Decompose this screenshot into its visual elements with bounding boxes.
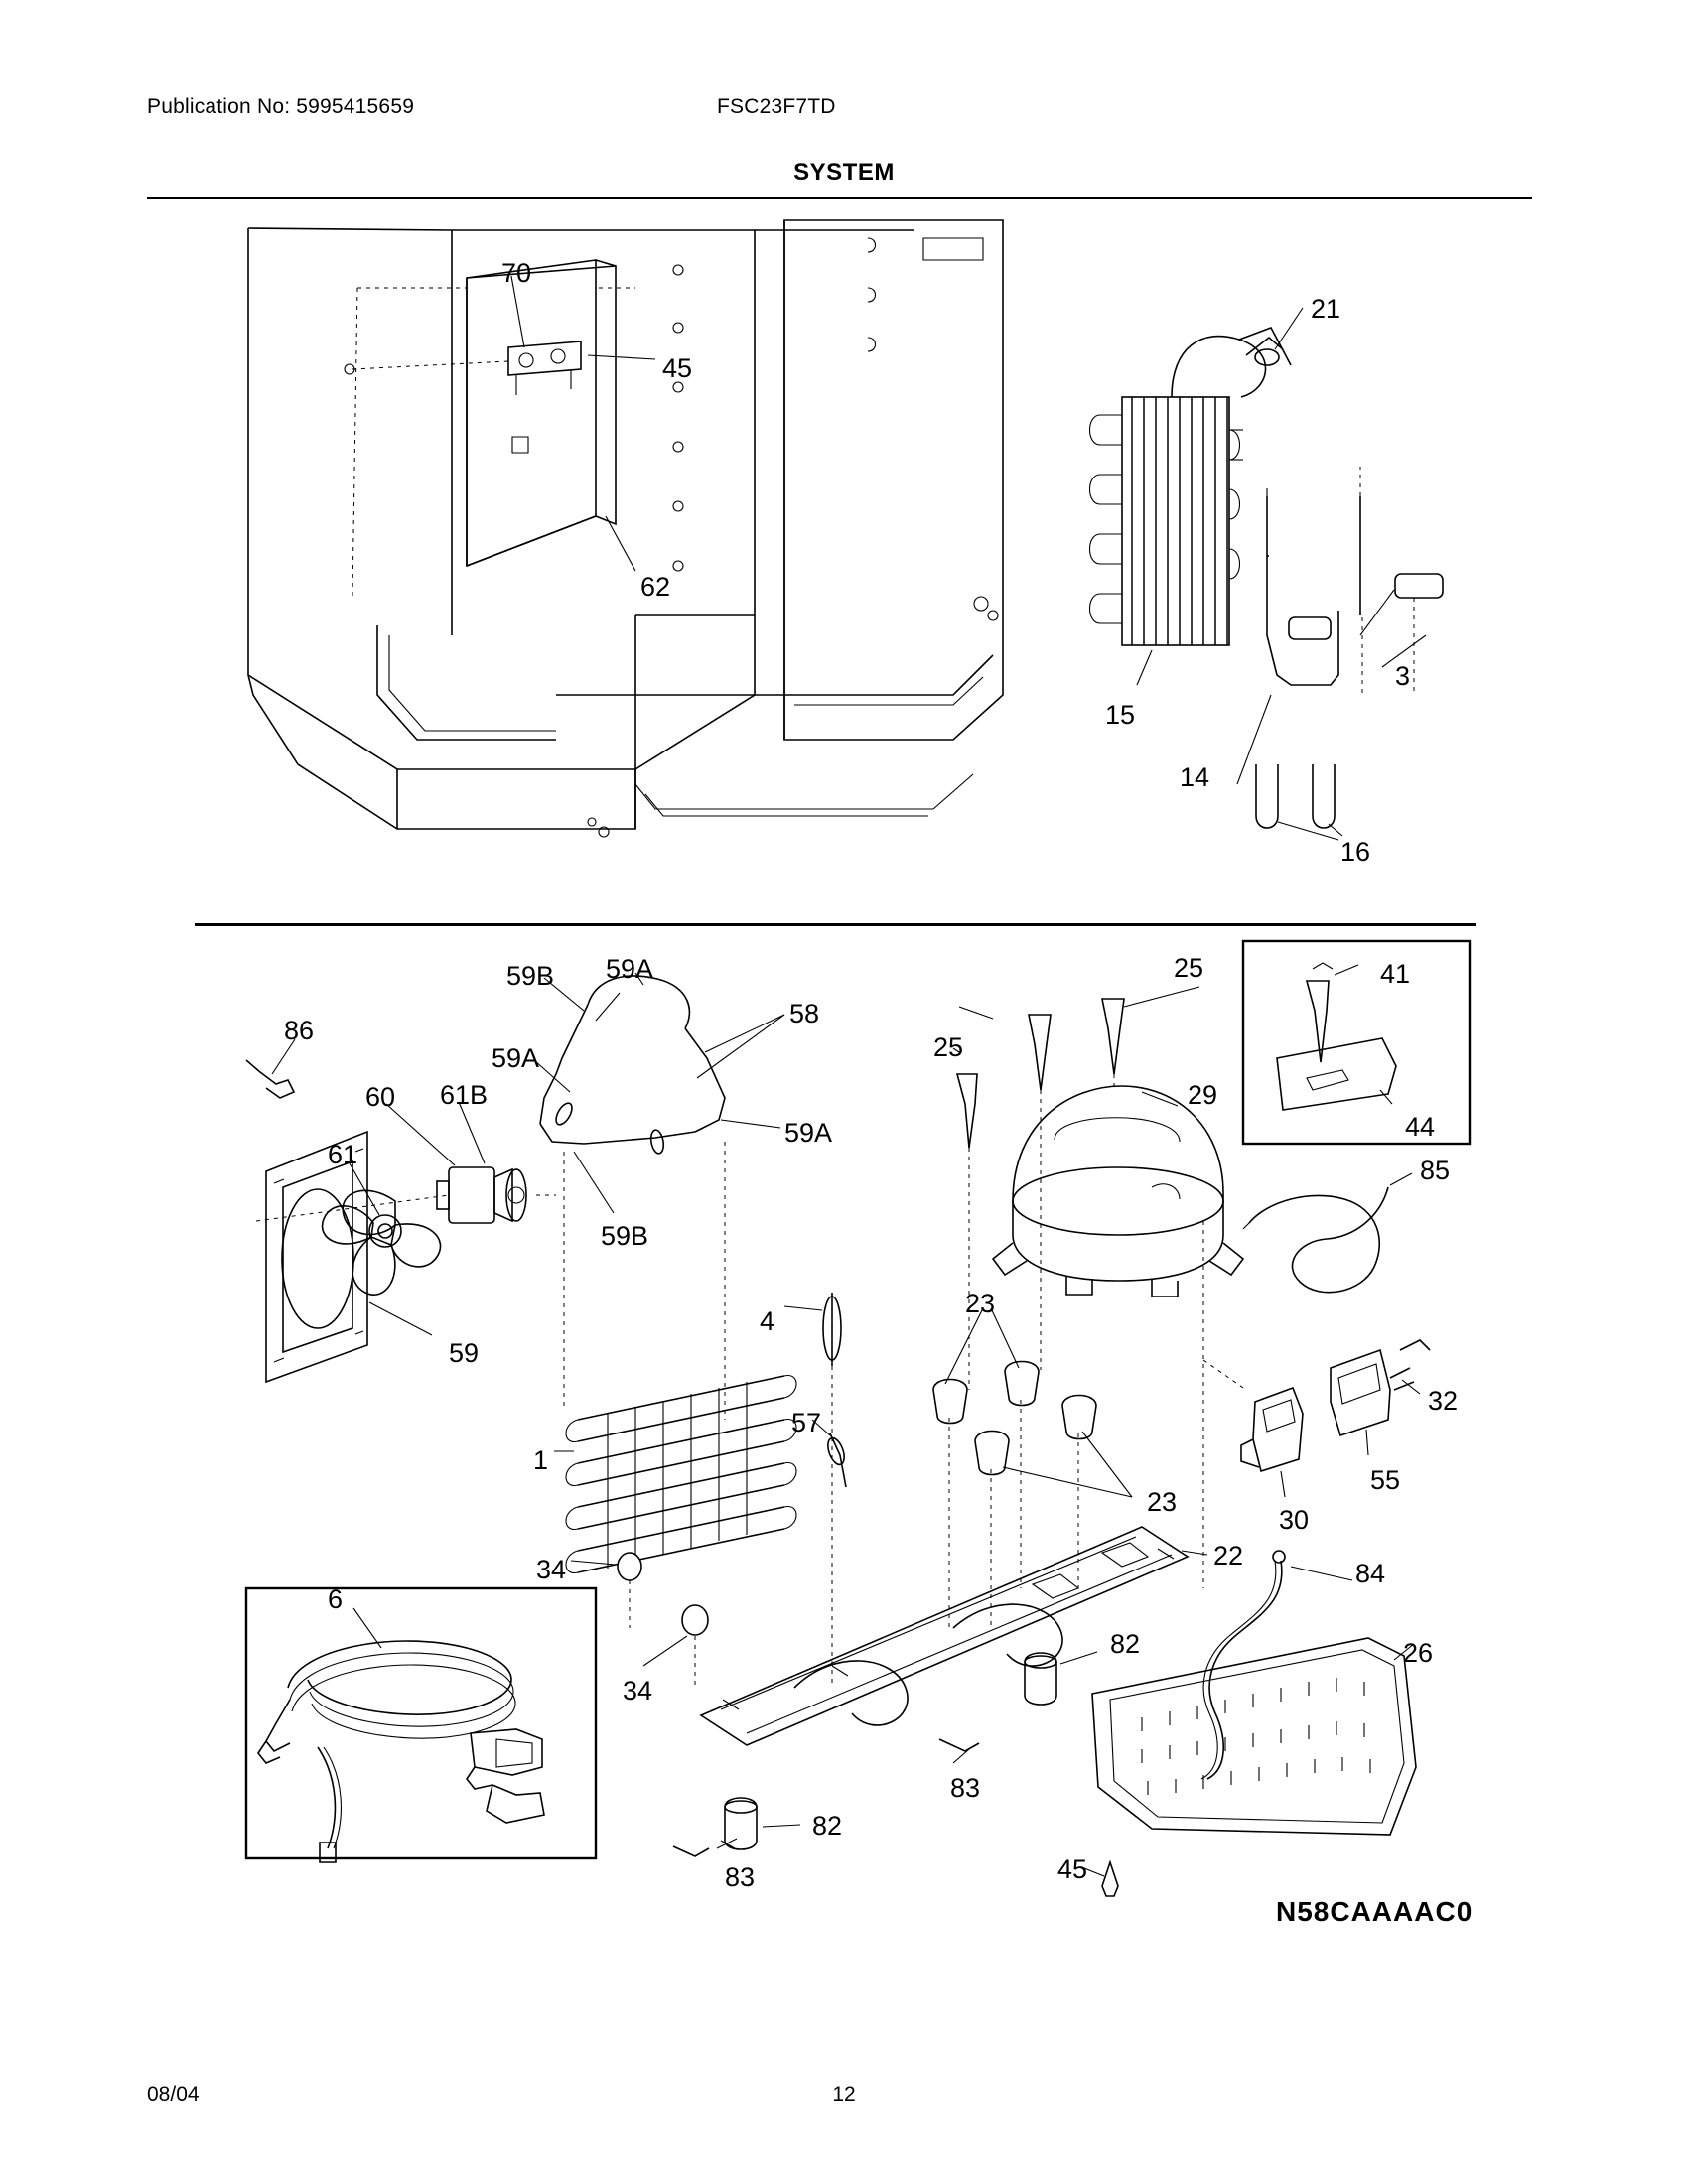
callout-70: 70 [501, 258, 532, 288]
callout-59a-mid: 59A [492, 1043, 540, 1073]
fan-blade [323, 1163, 441, 1295]
callout-22: 22 [1213, 1541, 1244, 1570]
callout-3: 3 [1395, 661, 1411, 691]
drain-pan [1084, 1551, 1416, 1896]
screws-25 [953, 987, 1199, 1390]
callout-59a-top: 59A [606, 954, 654, 984]
callout-85: 85 [1420, 1156, 1451, 1185]
callout-55: 55 [1370, 1465, 1401, 1495]
evaporator-cover-assembly [345, 260, 655, 571]
part-4-tube [784, 1293, 841, 1688]
callout-61: 61 [328, 1140, 358, 1169]
evaporator-coil-assembly [554, 1376, 796, 1688]
callout-29: 29 [1188, 1080, 1218, 1110]
callout-32: 32 [1428, 1386, 1459, 1416]
callout-44: 44 [1405, 1112, 1436, 1142]
callout-82-lower: 82 [812, 1811, 843, 1841]
callout-62: 62 [640, 572, 671, 602]
model-number: FSC23F7TD [717, 95, 836, 118]
callout-15: 15 [1105, 700, 1136, 730]
callout-82-right: 82 [1110, 1629, 1141, 1659]
callout-86: 86 [284, 1016, 315, 1045]
callout-23-low: 23 [1147, 1487, 1178, 1517]
callout-21: 21 [1311, 294, 1341, 324]
publication-number: Publication No: 5995415659 [147, 95, 415, 118]
callout-25-right: 25 [1174, 953, 1204, 983]
callout-61b: 61B [440, 1080, 489, 1110]
grommets-82-83 [673, 1652, 1097, 1856]
callout-83-right: 83 [950, 1773, 981, 1803]
callout-26: 26 [1403, 1638, 1434, 1668]
callout-23-top: 23 [965, 1289, 996, 1318]
callout-6: 6 [328, 1584, 344, 1614]
footer-date: 08/04 [147, 2083, 200, 2106]
callout-60: 60 [365, 1082, 396, 1112]
callout-34-lower: 34 [623, 1676, 653, 1706]
callout-84: 84 [1355, 1559, 1386, 1588]
inset-panel-41-44 [1243, 941, 1470, 1144]
callout-59b-top: 59B [506, 961, 555, 991]
callout-58: 58 [789, 999, 820, 1028]
callout-41: 41 [1380, 959, 1411, 989]
drier-and-tubing [1237, 467, 1443, 840]
diagram-code: N58CAAAAC0 [1276, 1896, 1474, 1927]
fan-motor [256, 1102, 556, 1223]
callout-45: 45 [662, 353, 693, 383]
section-title: SYSTEM [793, 159, 895, 186]
tubing-58 [534, 973, 784, 1420]
inset-panel-6 [246, 1584, 596, 1862]
callout-83-lower: 83 [725, 1862, 756, 1892]
callout-59b-low: 59B [601, 1221, 649, 1251]
callout-16: 16 [1340, 837, 1371, 867]
clip-86 [246, 1039, 295, 1098]
callout-34-upper: 34 [536, 1555, 567, 1584]
callout-45-lower: 45 [1057, 1854, 1088, 1884]
callout-30: 30 [1279, 1505, 1310, 1535]
callout-4: 4 [760, 1306, 775, 1336]
callout-59: 59 [449, 1338, 480, 1368]
wire-85 [1243, 1173, 1412, 1293]
callout-59a-low: 59A [784, 1118, 833, 1148]
callout-57: 57 [791, 1408, 822, 1437]
footer-page-number: 12 [832, 2083, 856, 2106]
condenser-coil [1090, 308, 1304, 685]
callout-14: 14 [1180, 762, 1210, 792]
callout-25-left: 25 [933, 1032, 964, 1062]
callout-1: 1 [533, 1445, 549, 1475]
compressor [993, 1086, 1243, 1297]
cabinet-assembly [248, 220, 1003, 837]
